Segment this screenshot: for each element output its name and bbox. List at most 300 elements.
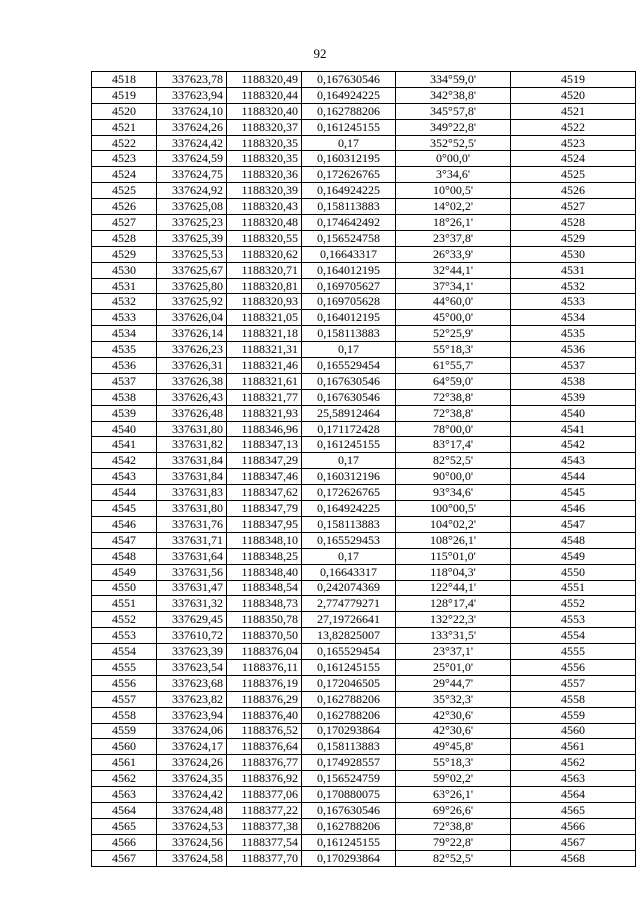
direction-angle-cell: 78°00,0' bbox=[396, 421, 511, 437]
y-coordinate-cell: 1188320,40 bbox=[227, 103, 302, 119]
direction-angle-cell: 25°01,0' bbox=[396, 659, 511, 675]
next-point-number-cell: 4534 bbox=[511, 310, 636, 326]
point-number-cell: 4545 bbox=[92, 501, 157, 517]
point-number-cell: 4554 bbox=[92, 644, 157, 660]
table-row bbox=[92, 802, 636, 818]
distance-cell: 0,165529454 bbox=[302, 358, 396, 374]
y-coordinate-cell: 1188376,52 bbox=[227, 723, 302, 739]
point-number-cell: 4551 bbox=[92, 596, 157, 612]
point-number-cell: 4547 bbox=[92, 532, 157, 548]
x-coordinate-cell: 337623,54 bbox=[157, 659, 227, 675]
distance-cell: 0,158113883 bbox=[302, 516, 396, 532]
point-number-cell: 4562 bbox=[92, 771, 157, 787]
next-point-number-cell: 4542 bbox=[511, 437, 636, 453]
y-coordinate-cell: 1188350,78 bbox=[227, 612, 302, 628]
point-number-cell: 4527 bbox=[92, 215, 157, 231]
x-coordinate-cell: 337625,80 bbox=[157, 278, 227, 294]
next-point-number-cell: 4543 bbox=[511, 453, 636, 469]
direction-angle-cell: 345°57,8' bbox=[396, 103, 511, 119]
direction-angle-cell: 52°25,9' bbox=[396, 326, 511, 342]
point-number-cell: 4559 bbox=[92, 723, 157, 739]
point-number-cell: 4546 bbox=[92, 516, 157, 532]
distance-cell: 0,164012195 bbox=[302, 310, 396, 326]
distance-cell: 0,174642492 bbox=[302, 215, 396, 231]
y-coordinate-cell: 1188320,43 bbox=[227, 199, 302, 215]
x-coordinate-cell: 337631,80 bbox=[157, 501, 227, 517]
distance-cell: 0,161245155 bbox=[302, 437, 396, 453]
x-coordinate-cell: 337624,48 bbox=[157, 802, 227, 818]
direction-angle-cell: 32°44,1' bbox=[396, 262, 511, 278]
table-row bbox=[92, 516, 636, 532]
distance-cell: 0,162788206 bbox=[302, 818, 396, 834]
y-coordinate-cell: 1188321,05 bbox=[227, 310, 302, 326]
y-coordinate-cell: 1188376,04 bbox=[227, 644, 302, 660]
table-row bbox=[92, 310, 636, 326]
distance-cell: 0,170293864 bbox=[302, 850, 396, 866]
next-point-number-cell: 4568 bbox=[511, 850, 636, 866]
direction-angle-cell: 93°34,6' bbox=[396, 485, 511, 501]
table-row bbox=[92, 532, 636, 548]
next-point-number-cell: 4522 bbox=[511, 119, 636, 135]
x-coordinate-cell: 337626,23 bbox=[157, 342, 227, 358]
distance-cell: 0,160312195 bbox=[302, 151, 396, 167]
next-point-number-cell: 4567 bbox=[511, 834, 636, 850]
distance-cell: 0,164924225 bbox=[302, 501, 396, 517]
distance-cell: 0,161245155 bbox=[302, 834, 396, 850]
distance-cell: 0,161245155 bbox=[302, 659, 396, 675]
direction-angle-cell: 3°34,6' bbox=[396, 167, 511, 183]
x-coordinate-cell: 337624,26 bbox=[157, 119, 227, 135]
x-coordinate-cell: 337631,71 bbox=[157, 532, 227, 548]
next-point-number-cell: 4556 bbox=[511, 659, 636, 675]
x-coordinate-cell: 337631,80 bbox=[157, 421, 227, 437]
y-coordinate-cell: 1188346,96 bbox=[227, 421, 302, 437]
distance-cell: 0,17 bbox=[302, 548, 396, 564]
next-point-number-cell: 4532 bbox=[511, 278, 636, 294]
x-coordinate-cell: 337631,32 bbox=[157, 596, 227, 612]
direction-angle-cell: 83°17,4' bbox=[396, 437, 511, 453]
point-number-cell: 4549 bbox=[92, 564, 157, 580]
direction-angle-cell: 42°30,6' bbox=[396, 723, 511, 739]
distance-cell: 0,164924225 bbox=[302, 183, 396, 199]
point-number-cell: 4533 bbox=[92, 310, 157, 326]
y-coordinate-cell: 1188376,77 bbox=[227, 755, 302, 771]
x-coordinate-cell: 337624,92 bbox=[157, 183, 227, 199]
next-point-number-cell: 4566 bbox=[511, 818, 636, 834]
direction-angle-cell: 79°22,8' bbox=[396, 834, 511, 850]
next-point-number-cell: 4538 bbox=[511, 373, 636, 389]
distance-cell: 0,169705627 bbox=[302, 278, 396, 294]
y-coordinate-cell: 1188320,55 bbox=[227, 230, 302, 246]
direction-angle-cell: 23°37,8' bbox=[396, 230, 511, 246]
y-coordinate-cell: 1188320,37 bbox=[227, 119, 302, 135]
next-point-number-cell: 4519 bbox=[511, 72, 636, 88]
x-coordinate-cell: 337626,48 bbox=[157, 405, 227, 421]
y-coordinate-cell: 1188377,54 bbox=[227, 834, 302, 850]
table-row bbox=[92, 501, 636, 517]
direction-angle-cell: 59°02,2' bbox=[396, 771, 511, 787]
y-coordinate-cell: 1188321,77 bbox=[227, 389, 302, 405]
table-row bbox=[92, 87, 636, 103]
table-body bbox=[92, 72, 636, 867]
x-coordinate-cell: 337625,23 bbox=[157, 215, 227, 231]
distance-cell: 27,19726641 bbox=[302, 612, 396, 628]
table-row bbox=[92, 580, 636, 596]
y-coordinate-cell: 1188320,44 bbox=[227, 87, 302, 103]
y-coordinate-cell: 1188320,35 bbox=[227, 135, 302, 151]
x-coordinate-cell: 337624,06 bbox=[157, 723, 227, 739]
point-number-cell: 4560 bbox=[92, 739, 157, 755]
point-number-cell: 4565 bbox=[92, 818, 157, 834]
point-number-cell: 4532 bbox=[92, 294, 157, 310]
distance-cell: 0,158113883 bbox=[302, 326, 396, 342]
x-coordinate-cell: 337631,84 bbox=[157, 469, 227, 485]
point-number-cell: 4524 bbox=[92, 167, 157, 183]
x-coordinate-cell: 337625,08 bbox=[157, 199, 227, 215]
distance-cell: 0,16643317 bbox=[302, 564, 396, 580]
distance-cell: 0,170293864 bbox=[302, 723, 396, 739]
y-coordinate-cell: 1188348,73 bbox=[227, 596, 302, 612]
x-coordinate-cell: 337610,72 bbox=[157, 628, 227, 644]
direction-angle-cell: 61°55,7' bbox=[396, 358, 511, 374]
x-coordinate-cell: 337626,14 bbox=[157, 326, 227, 342]
y-coordinate-cell: 1188348,25 bbox=[227, 548, 302, 564]
direction-angle-cell: 352°52,5' bbox=[396, 135, 511, 151]
distance-cell: 0,164924225 bbox=[302, 87, 396, 103]
table-row bbox=[92, 199, 636, 215]
y-coordinate-cell: 1188347,79 bbox=[227, 501, 302, 517]
table-row bbox=[92, 850, 636, 866]
distance-cell: 0,164012195 bbox=[302, 262, 396, 278]
point-number-cell: 4543 bbox=[92, 469, 157, 485]
point-number-cell: 4558 bbox=[92, 707, 157, 723]
x-coordinate-cell: 337625,67 bbox=[157, 262, 227, 278]
next-point-number-cell: 4536 bbox=[511, 342, 636, 358]
direction-angle-cell: 132°22,3' bbox=[396, 612, 511, 628]
distance-cell: 0,167630546 bbox=[302, 389, 396, 405]
direction-angle-cell: 349°22,8' bbox=[396, 119, 511, 135]
y-coordinate-cell: 1188376,40 bbox=[227, 707, 302, 723]
y-coordinate-cell: 1188320,49 bbox=[227, 72, 302, 88]
distance-cell: 0,158113883 bbox=[302, 739, 396, 755]
y-coordinate-cell: 1188377,38 bbox=[227, 818, 302, 834]
point-number-cell: 4557 bbox=[92, 691, 157, 707]
table-row bbox=[92, 453, 636, 469]
table-row bbox=[92, 183, 636, 199]
point-number-cell: 4552 bbox=[92, 612, 157, 628]
point-number-cell: 4550 bbox=[92, 580, 157, 596]
point-number-cell: 4525 bbox=[92, 183, 157, 199]
table-row bbox=[92, 421, 636, 437]
next-point-number-cell: 4547 bbox=[511, 516, 636, 532]
point-number-cell: 4567 bbox=[92, 850, 157, 866]
direction-angle-cell: 342°38,8' bbox=[396, 87, 511, 103]
point-number-cell: 4566 bbox=[92, 834, 157, 850]
distance-cell: 0,165529453 bbox=[302, 532, 396, 548]
x-coordinate-cell: 337631,83 bbox=[157, 485, 227, 501]
next-point-number-cell: 4550 bbox=[511, 564, 636, 580]
point-number-cell: 4529 bbox=[92, 246, 157, 262]
x-coordinate-cell: 337625,53 bbox=[157, 246, 227, 262]
next-point-number-cell: 4528 bbox=[511, 215, 636, 231]
x-coordinate-cell: 337623,94 bbox=[157, 707, 227, 723]
point-number-cell: 4526 bbox=[92, 199, 157, 215]
direction-angle-cell: 72°38,8' bbox=[396, 389, 511, 405]
table-row bbox=[92, 278, 636, 294]
x-coordinate-cell: 337623,39 bbox=[157, 644, 227, 660]
next-point-number-cell: 4533 bbox=[511, 294, 636, 310]
y-coordinate-cell: 1188347,62 bbox=[227, 485, 302, 501]
table-row bbox=[92, 644, 636, 660]
point-number-cell: 4553 bbox=[92, 628, 157, 644]
point-number-cell: 4538 bbox=[92, 389, 157, 405]
direction-angle-cell: 118°04,3' bbox=[396, 564, 511, 580]
table-row bbox=[92, 564, 636, 580]
y-coordinate-cell: 1188377,70 bbox=[227, 850, 302, 866]
next-point-number-cell: 4560 bbox=[511, 723, 636, 739]
distance-cell: 0,171172428 bbox=[302, 421, 396, 437]
point-number-cell: 4530 bbox=[92, 262, 157, 278]
y-coordinate-cell: 1188376,64 bbox=[227, 739, 302, 755]
distance-cell: 0,169705628 bbox=[302, 294, 396, 310]
distance-cell: 13,82825007 bbox=[302, 628, 396, 644]
next-point-number-cell: 4530 bbox=[511, 246, 636, 262]
table-row bbox=[92, 230, 636, 246]
table-row bbox=[92, 771, 636, 787]
table-row bbox=[92, 628, 636, 644]
x-coordinate-cell: 337631,64 bbox=[157, 548, 227, 564]
next-point-number-cell: 4540 bbox=[511, 405, 636, 421]
x-coordinate-cell: 337626,38 bbox=[157, 373, 227, 389]
direction-angle-cell: 0°00,0' bbox=[396, 151, 511, 167]
distance-cell: 0,172626765 bbox=[302, 167, 396, 183]
next-point-number-cell: 4539 bbox=[511, 389, 636, 405]
point-number-cell: 4518 bbox=[92, 72, 157, 88]
next-point-number-cell: 4541 bbox=[511, 421, 636, 437]
point-number-cell: 4537 bbox=[92, 373, 157, 389]
table-row bbox=[92, 612, 636, 628]
x-coordinate-cell: 337623,82 bbox=[157, 691, 227, 707]
x-coordinate-cell: 337631,76 bbox=[157, 516, 227, 532]
table-row bbox=[92, 691, 636, 707]
next-point-number-cell: 4523 bbox=[511, 135, 636, 151]
x-coordinate-cell: 337631,82 bbox=[157, 437, 227, 453]
direction-angle-cell: 29°44,7' bbox=[396, 675, 511, 691]
direction-angle-cell: 133°31,5' bbox=[396, 628, 511, 644]
y-coordinate-cell: 1188347,95 bbox=[227, 516, 302, 532]
y-coordinate-cell: 1188348,10 bbox=[227, 532, 302, 548]
direction-angle-cell: 82°52,5' bbox=[396, 850, 511, 866]
direction-angle-cell: 55°18,3' bbox=[396, 342, 511, 358]
y-coordinate-cell: 1188348,40 bbox=[227, 564, 302, 580]
x-coordinate-cell: 337624,35 bbox=[157, 771, 227, 787]
table-row bbox=[92, 659, 636, 675]
coordinates-table bbox=[91, 71, 636, 867]
page-number: 92 bbox=[313, 46, 327, 61]
direction-angle-cell: 82°52,5' bbox=[396, 453, 511, 469]
y-coordinate-cell: 1188321,93 bbox=[227, 405, 302, 421]
next-point-number-cell: 4546 bbox=[511, 501, 636, 517]
y-coordinate-cell: 1188377,06 bbox=[227, 787, 302, 803]
distance-cell: 0,156524759 bbox=[302, 771, 396, 787]
next-point-number-cell: 4553 bbox=[511, 612, 636, 628]
next-point-number-cell: 4545 bbox=[511, 485, 636, 501]
next-point-number-cell: 4525 bbox=[511, 167, 636, 183]
x-coordinate-cell: 337626,04 bbox=[157, 310, 227, 326]
y-coordinate-cell: 1188376,29 bbox=[227, 691, 302, 707]
next-point-number-cell: 4544 bbox=[511, 469, 636, 485]
point-number-cell: 4521 bbox=[92, 119, 157, 135]
y-coordinate-cell: 1188320,62 bbox=[227, 246, 302, 262]
x-coordinate-cell: 337623,94 bbox=[157, 87, 227, 103]
distance-cell: 0,174928557 bbox=[302, 755, 396, 771]
direction-angle-cell: 26°33,9' bbox=[396, 246, 511, 262]
x-coordinate-cell: 337624,75 bbox=[157, 167, 227, 183]
table-row bbox=[92, 548, 636, 564]
next-point-number-cell: 4558 bbox=[511, 691, 636, 707]
y-coordinate-cell: 1188321,18 bbox=[227, 326, 302, 342]
table-row bbox=[92, 485, 636, 501]
x-coordinate-cell: 337624,17 bbox=[157, 739, 227, 755]
distance-cell: 0,167630546 bbox=[302, 802, 396, 818]
y-coordinate-cell: 1188320,39 bbox=[227, 183, 302, 199]
direction-angle-cell: 44°60,0' bbox=[396, 294, 511, 310]
distance-cell: 0,172046505 bbox=[302, 675, 396, 691]
y-coordinate-cell: 1188347,46 bbox=[227, 469, 302, 485]
point-number-cell: 4540 bbox=[92, 421, 157, 437]
next-point-number-cell: 4531 bbox=[511, 262, 636, 278]
table-row bbox=[92, 135, 636, 151]
point-number-cell: 4523 bbox=[92, 151, 157, 167]
x-coordinate-cell: 337624,53 bbox=[157, 818, 227, 834]
y-coordinate-cell: 1188376,11 bbox=[227, 659, 302, 675]
distance-cell: 0,242074369 bbox=[302, 580, 396, 596]
x-coordinate-cell: 337631,47 bbox=[157, 580, 227, 596]
point-number-cell: 4534 bbox=[92, 326, 157, 342]
direction-angle-cell: 72°38,8' bbox=[396, 405, 511, 421]
direction-angle-cell: 18°26,1' bbox=[396, 215, 511, 231]
point-number-cell: 4561 bbox=[92, 755, 157, 771]
point-number-cell: 4519 bbox=[92, 87, 157, 103]
point-number-cell: 4535 bbox=[92, 342, 157, 358]
direction-angle-cell: 14°02,2' bbox=[396, 199, 511, 215]
y-coordinate-cell: 1188320,71 bbox=[227, 262, 302, 278]
distance-cell: 0,17 bbox=[302, 453, 396, 469]
table-row bbox=[92, 834, 636, 850]
next-point-number-cell: 4561 bbox=[511, 739, 636, 755]
next-point-number-cell: 4549 bbox=[511, 548, 636, 564]
x-coordinate-cell: 337625,92 bbox=[157, 294, 227, 310]
direction-angle-cell: 49°45,8' bbox=[396, 739, 511, 755]
point-number-cell: 4563 bbox=[92, 787, 157, 803]
point-number-cell: 4539 bbox=[92, 405, 157, 421]
table-row bbox=[92, 818, 636, 834]
table-row bbox=[92, 675, 636, 691]
y-coordinate-cell: 1188376,92 bbox=[227, 771, 302, 787]
table-row bbox=[92, 755, 636, 771]
next-point-number-cell: 4554 bbox=[511, 628, 636, 644]
distance-cell: 0,167630546 bbox=[302, 373, 396, 389]
table-row bbox=[92, 373, 636, 389]
direction-angle-cell: 23°37,1' bbox=[396, 644, 511, 660]
next-point-number-cell: 4563 bbox=[511, 771, 636, 787]
direction-angle-cell: 55°18,3' bbox=[396, 755, 511, 771]
distance-cell: 0,172626765 bbox=[302, 485, 396, 501]
y-coordinate-cell: 1188376,19 bbox=[227, 675, 302, 691]
table-row bbox=[92, 246, 636, 262]
point-number-cell: 4536 bbox=[92, 358, 157, 374]
y-coordinate-cell: 1188347,13 bbox=[227, 437, 302, 453]
table-row bbox=[92, 389, 636, 405]
x-coordinate-cell: 337624,10 bbox=[157, 103, 227, 119]
next-point-number-cell: 4557 bbox=[511, 675, 636, 691]
next-point-number-cell: 4555 bbox=[511, 644, 636, 660]
table-row bbox=[92, 723, 636, 739]
point-number-cell: 4542 bbox=[92, 453, 157, 469]
y-coordinate-cell: 1188348,54 bbox=[227, 580, 302, 596]
x-coordinate-cell: 337624,59 bbox=[157, 151, 227, 167]
y-coordinate-cell: 1188370,50 bbox=[227, 628, 302, 644]
distance-cell: 0,165529454 bbox=[302, 644, 396, 660]
distance-cell: 0,162788206 bbox=[302, 103, 396, 119]
point-number-cell: 4528 bbox=[92, 230, 157, 246]
distance-cell: 0,158113883 bbox=[302, 199, 396, 215]
direction-angle-cell: 104°02,2' bbox=[396, 516, 511, 532]
direction-angle-cell: 90°00,0' bbox=[396, 469, 511, 485]
table-row bbox=[92, 469, 636, 485]
table-row bbox=[92, 596, 636, 612]
y-coordinate-cell: 1188377,22 bbox=[227, 802, 302, 818]
x-coordinate-cell: 337624,56 bbox=[157, 834, 227, 850]
x-coordinate-cell: 337626,31 bbox=[157, 358, 227, 374]
table-row bbox=[92, 119, 636, 135]
point-number-cell: 4541 bbox=[92, 437, 157, 453]
distance-cell: 0,161245155 bbox=[302, 119, 396, 135]
next-point-number-cell: 4529 bbox=[511, 230, 636, 246]
x-coordinate-cell: 337626,43 bbox=[157, 389, 227, 405]
point-number-cell: 4555 bbox=[92, 659, 157, 675]
direction-angle-cell: 63°26,1' bbox=[396, 787, 511, 803]
table-row bbox=[92, 342, 636, 358]
distance-cell: 0,162788206 bbox=[302, 707, 396, 723]
point-number-cell: 4564 bbox=[92, 802, 157, 818]
direction-angle-cell: 128°17,4' bbox=[396, 596, 511, 612]
table-row bbox=[92, 294, 636, 310]
next-point-number-cell: 4564 bbox=[511, 787, 636, 803]
table-row bbox=[92, 151, 636, 167]
table-row bbox=[92, 739, 636, 755]
direction-angle-cell: 122°44,1' bbox=[396, 580, 511, 596]
next-point-number-cell: 4559 bbox=[511, 707, 636, 723]
next-point-number-cell: 4526 bbox=[511, 183, 636, 199]
point-number-cell: 4556 bbox=[92, 675, 157, 691]
direction-angle-cell: 108°26,1' bbox=[396, 532, 511, 548]
distance-cell: 2,774779271 bbox=[302, 596, 396, 612]
x-coordinate-cell: 337624,26 bbox=[157, 755, 227, 771]
table-row bbox=[92, 787, 636, 803]
next-point-number-cell: 4551 bbox=[511, 580, 636, 596]
y-coordinate-cell: 1188320,35 bbox=[227, 151, 302, 167]
y-coordinate-cell: 1188321,46 bbox=[227, 358, 302, 374]
distance-cell: 0,160312196 bbox=[302, 469, 396, 485]
x-coordinate-cell: 337624,58 bbox=[157, 850, 227, 866]
table-row bbox=[92, 326, 636, 342]
point-number-cell: 4520 bbox=[92, 103, 157, 119]
next-point-number-cell: 4524 bbox=[511, 151, 636, 167]
next-point-number-cell: 4521 bbox=[511, 103, 636, 119]
point-number-cell: 4522 bbox=[92, 135, 157, 151]
table-row bbox=[92, 215, 636, 231]
